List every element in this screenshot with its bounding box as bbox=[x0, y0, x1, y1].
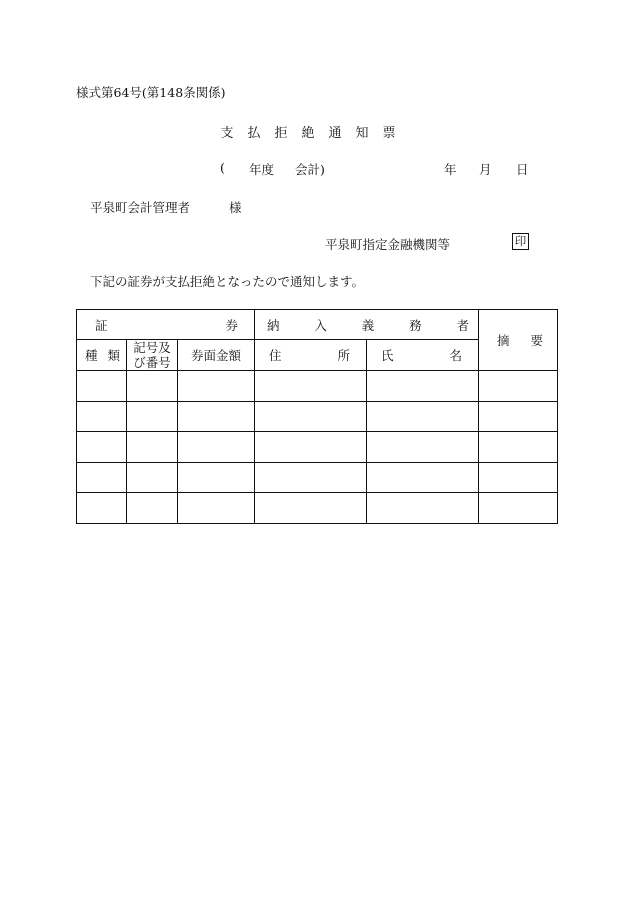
cell-name[interactable] bbox=[367, 432, 479, 463]
header-taxpayer-char: 入 bbox=[314, 317, 327, 333]
cell-face-value[interactable] bbox=[178, 462, 255, 493]
cell-type[interactable] bbox=[77, 432, 127, 463]
header-taxpayer-char: 者 bbox=[456, 317, 470, 333]
securities-table bbox=[76, 309, 558, 524]
header-face-value: 券面金額 bbox=[178, 340, 255, 371]
table-row bbox=[77, 493, 558, 524]
cell-type[interactable] bbox=[77, 371, 127, 402]
cell-name[interactable] bbox=[367, 462, 479, 493]
cell-type[interactable] bbox=[77, 401, 127, 432]
header-taxpayer-char: 義 bbox=[361, 317, 375, 333]
fiscal-year-label: 年度 bbox=[249, 162, 275, 177]
cell-address[interactable] bbox=[255, 493, 367, 524]
header-address bbox=[255, 340, 367, 371]
cell-address[interactable] bbox=[255, 371, 367, 402]
header-address-char: 所 bbox=[337, 348, 351, 363]
header-taxpayer bbox=[255, 310, 479, 340]
cell-remarks[interactable] bbox=[479, 371, 558, 402]
fiscal-account-label: 会計) bbox=[295, 162, 325, 177]
cell-type[interactable] bbox=[77, 462, 127, 493]
cell-symbol-number[interactable] bbox=[127, 432, 178, 463]
cell-address[interactable] bbox=[255, 432, 367, 463]
notice-text: 下記の証券が支払拒絶となったので通知します。 bbox=[90, 274, 365, 289]
header-taxpayer-char: 納 bbox=[267, 317, 280, 333]
header-securities-char: 券 bbox=[225, 317, 239, 333]
header-remarks-char: 要 bbox=[530, 333, 544, 348]
cell-address[interactable] bbox=[255, 401, 367, 432]
header-type-char: 種 bbox=[85, 348, 98, 363]
date-day-label: 日 bbox=[516, 162, 529, 177]
date-month-label: 月 bbox=[479, 162, 492, 177]
table-row bbox=[77, 462, 558, 493]
cell-name[interactable] bbox=[367, 493, 479, 524]
fiscal-open-paren: ( bbox=[220, 160, 225, 175]
date-year-label: 年 bbox=[444, 162, 457, 177]
cell-remarks[interactable] bbox=[479, 432, 558, 463]
cell-symbol-number[interactable] bbox=[127, 493, 178, 524]
header-name-char: 氏 bbox=[381, 348, 394, 363]
header-symbol-number bbox=[127, 340, 178, 371]
form-number: 様式第64号(第148条関係) bbox=[76, 85, 226, 100]
header-type bbox=[77, 340, 127, 371]
issuer-name: 平泉町指定金融機関等 bbox=[325, 237, 451, 252]
header-name-char: 名 bbox=[449, 348, 463, 363]
addressee-honorific: 様 bbox=[229, 200, 242, 215]
cell-address[interactable] bbox=[255, 462, 367, 493]
cell-face-value[interactable] bbox=[178, 371, 255, 402]
cell-symbol-number[interactable] bbox=[127, 371, 178, 402]
header-remarks bbox=[479, 310, 558, 371]
cell-remarks[interactable] bbox=[479, 462, 558, 493]
cell-symbol-number[interactable] bbox=[127, 401, 178, 432]
cell-remarks[interactable] bbox=[479, 493, 558, 524]
header-taxpayer-char: 務 bbox=[409, 317, 422, 333]
header-symbol-line1: 記号及 bbox=[133, 340, 171, 355]
cell-face-value[interactable] bbox=[178, 493, 255, 524]
header-address-char: 住 bbox=[269, 348, 282, 363]
cell-symbol-number[interactable] bbox=[127, 462, 178, 493]
page-title: 支払拒絶通知票 bbox=[220, 126, 410, 141]
header-name bbox=[367, 340, 479, 371]
cell-face-value[interactable] bbox=[178, 401, 255, 432]
cell-remarks[interactable] bbox=[479, 401, 558, 432]
table-row bbox=[77, 432, 558, 463]
header-securities bbox=[77, 310, 255, 340]
table-row bbox=[77, 371, 558, 402]
seal-mark: 印 bbox=[512, 233, 529, 250]
addressee-name: 平泉町会計管理者 bbox=[90, 200, 191, 215]
table-row bbox=[77, 401, 558, 432]
cell-face-value[interactable] bbox=[178, 432, 255, 463]
header-symbol-line2: び番号 bbox=[133, 355, 171, 370]
header-securities-char: 証 bbox=[95, 317, 108, 333]
cell-type[interactable] bbox=[77, 493, 127, 524]
cell-name[interactable] bbox=[367, 401, 479, 432]
header-remarks-char: 摘 bbox=[497, 333, 510, 348]
cell-name[interactable] bbox=[367, 371, 479, 402]
header-type-char: 類 bbox=[107, 348, 120, 363]
